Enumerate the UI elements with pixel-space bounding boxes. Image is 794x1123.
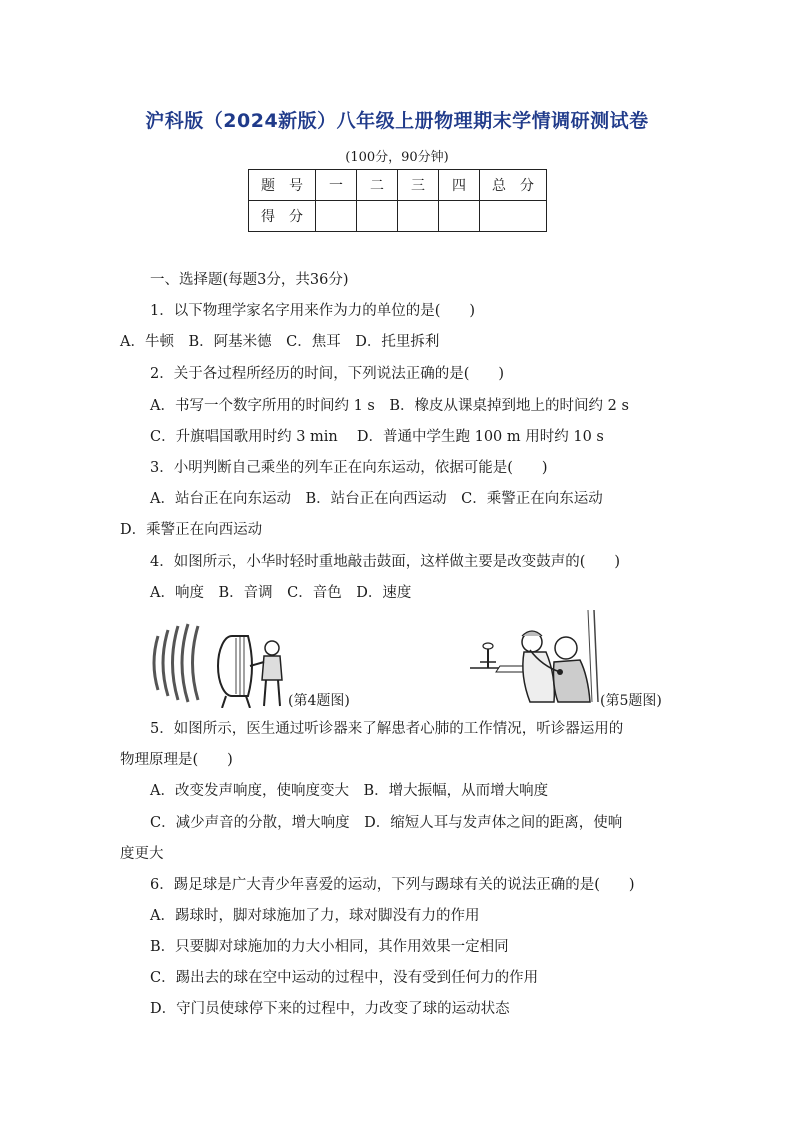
- question-2-stem: 2．关于各过程所经历的时间，下列说法正确的是( ): [150, 366, 505, 382]
- score-row-label: 得 分: [249, 201, 316, 232]
- question-3-options-d: D．乘警正在向西运动: [120, 522, 263, 538]
- score-table-header-row: [249, 170, 547, 201]
- question-5-stem-line2: 物理原理是( ): [120, 752, 233, 768]
- section-heading: 一、选择题(每题3分，共36分): [150, 272, 349, 288]
- stethoscope-figure: [470, 606, 602, 706]
- question-6-option-b: B．只要脚对球施加的力大小相同，其作用效果一定相同: [150, 939, 509, 955]
- score-table: [248, 169, 547, 232]
- question-1-options: A．牛顿 B．阿基米德 C．焦耳 D．托里拆利: [120, 334, 440, 350]
- question-3-options-abc: A．站台正在向东运动 B．站台正在向西运动 C．乘警正在向东运动: [150, 491, 603, 507]
- score-header-cell: 四: [439, 170, 480, 201]
- score-header-cell: 总 分: [480, 170, 547, 201]
- score-input-cell[interactable]: [439, 201, 480, 232]
- question-2-options-ab: A．书写一个数字所用的时间约 1 s B．橡皮从课桌掉到地上的时间约 2 s: [150, 398, 629, 414]
- question-1-stem: 1．以下物理学家名字用来作为力的单位的是( ): [150, 303, 476, 319]
- figure-5-caption: (第5题图): [600, 693, 662, 709]
- score-header-cell: 一: [316, 170, 357, 201]
- score-header-cell: 三: [398, 170, 439, 201]
- score-header-cell: 题 号: [249, 170, 316, 201]
- exam-subtitle: (100分，90分钟): [345, 150, 449, 165]
- question-6-stem: 6．踢足球是广大青少年喜爱的运动，下列与踢球有关的说法正确的是( ): [150, 877, 635, 893]
- score-table-score-row: [249, 201, 547, 232]
- question-6-option-a: A．踢球时，脚对球施加了力，球对脚没有力的作用: [150, 908, 480, 924]
- page-title: 沪科版（2024新版）八年级上册物理期末学情调研测试卷: [145, 110, 649, 132]
- question-4-stem: 4．如图所示，小华时轻时重地敲击鼓面，这样做主要是改变鼓声的( ): [150, 554, 621, 570]
- score-input-cell[interactable]: [480, 201, 547, 232]
- score-input-cell[interactable]: [357, 201, 398, 232]
- question-5-options-cd-line1: C．减少声音的分散，增大响度 D．缩短人耳与发声体之间的距离，使响: [150, 815, 623, 831]
- question-6-option-d: D．守门员使球停下来的过程中，力改变了球的运动状态: [150, 1001, 510, 1017]
- figure-4-caption: (第4题图): [288, 693, 350, 709]
- question-4-options: A．响度 B．音调 C．音色 D．速度: [150, 585, 412, 601]
- question-6-option-c: C．踢出去的球在空中运动的过程中，没有受到任何力的作用: [150, 970, 539, 986]
- score-header-cell: 二: [357, 170, 398, 201]
- question-5-stem-line1: 5．如图所示，医生通过听诊器来了解患者心肺的工作情况，听诊器运用的: [150, 721, 624, 737]
- drum-figure: [150, 618, 290, 708]
- question-2-options-cd: C．升旗唱国歌用时约 3 min D．普通中学生跑 100 m 用时约 10 s: [150, 429, 604, 445]
- question-3-stem: 3．小明判断自己乘坐的列车正在向东运动，依据可能是( ): [150, 460, 548, 476]
- score-input-cell[interactable]: [316, 201, 357, 232]
- question-5-options-ab: A．改变发声响度，使响度变大 B．增大振幅，从而增大响度: [150, 783, 549, 799]
- question-5-options-cd-line2: 度更大: [120, 846, 164, 862]
- score-input-cell[interactable]: [398, 201, 439, 232]
